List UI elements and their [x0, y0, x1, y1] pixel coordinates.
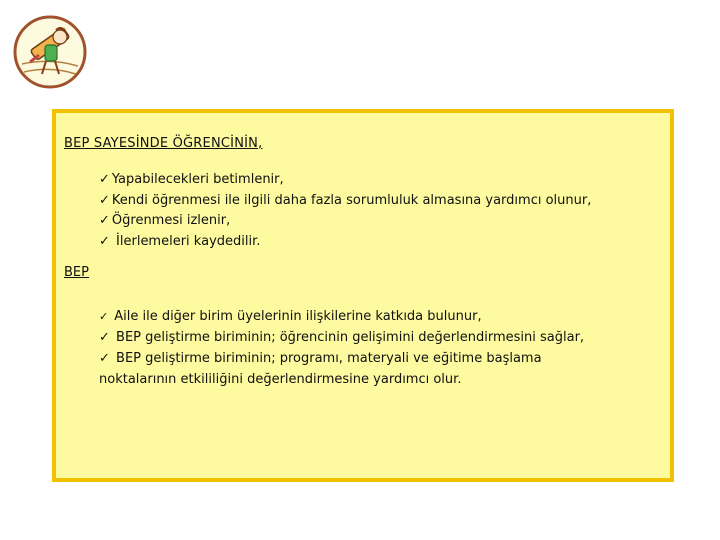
list-item-text: Aile ile diğer birim üyelerinin ilişkilerine katkıda bulunur, [114, 309, 482, 324]
list-item-text: BEP geliştirme biriminin; programı, materyali ve eğitime başlama [111, 351, 542, 366]
list-item-text: Yapabilecekleri betimlenir, [111, 172, 284, 187]
list-item [99, 211, 591, 232]
list-item [99, 170, 591, 191]
pencil-character-icon [12, 14, 88, 90]
check-icon: ✓ [99, 192, 110, 208]
content-panel [52, 109, 674, 482]
check-icon: ✓ [99, 330, 110, 345]
check-icon: ✓ [99, 172, 110, 187]
list-item-continuation: noktalarının etkililiğini değerlendirmesine yardımcı olur. [99, 372, 462, 387]
check-icon: ✓ [99, 233, 110, 249]
list-item [99, 306, 659, 327]
list-item-text: BEP geliştirme biriminin; öğrencinin gelişimini değerlendirmesini sağlar, [111, 330, 585, 345]
list-item [99, 327, 659, 348]
list-item-text: İlerlemeleri kaydedilir. [111, 233, 261, 249]
list-item [99, 348, 659, 369]
list-item [99, 232, 591, 253]
logo-svg [12, 14, 88, 90]
check-icon: ✓ [99, 213, 110, 228]
check-icon: ✓ [99, 310, 109, 323]
list-bep-benefits [99, 306, 659, 390]
list-item [99, 191, 591, 212]
section-title-bep: BEP [64, 265, 89, 280]
panel-title: BEP SAYESİNDE ÖĞRENCİNİN, [64, 136, 263, 151]
list-item-text: Öğrenmesi izlenir, [111, 213, 231, 228]
check-icon: ✓ [99, 351, 110, 366]
list-item-text: Kendi öğrenmesi ile ilgili daha fazla sorumluluk almasına yardımcı olunur, [111, 192, 592, 208]
list-learner-benefits [99, 170, 591, 252]
